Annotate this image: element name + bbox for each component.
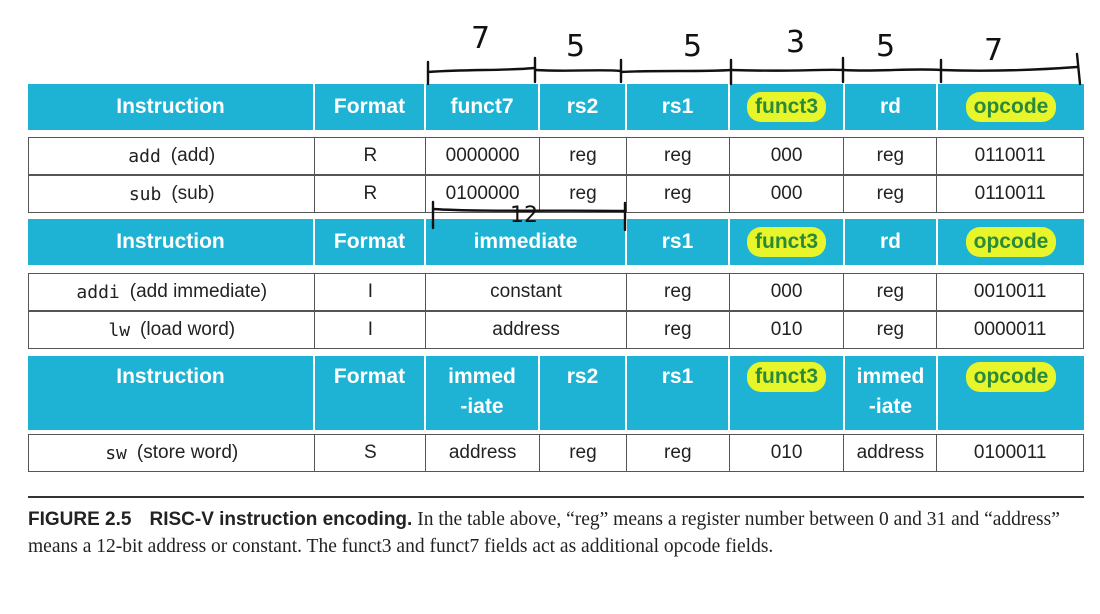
rd-cell: reg — [844, 176, 937, 212]
funct3-cell: 010 — [730, 312, 845, 348]
funct7-cell: 0100000 — [426, 176, 540, 212]
immed-line1: immed — [856, 365, 925, 388]
immed-line2: -iate — [868, 395, 913, 418]
instruction-desc: (store word) — [136, 442, 239, 463]
immediate-cell: address — [426, 312, 627, 348]
rs1-cell: reg — [627, 435, 730, 471]
funct7-cell: 0000000 — [426, 138, 540, 174]
funct3-highlight: funct3 — [747, 227, 826, 257]
funct3-highlight: funct3 — [747, 92, 826, 122]
header-format: Format — [315, 219, 426, 265]
header-instruction: Instruction — [28, 219, 315, 265]
header-rd: rd — [845, 219, 938, 265]
header-rs1: rs1 — [627, 219, 730, 265]
format-cell: R — [315, 138, 426, 174]
width-label-opcode: 7 — [984, 33, 1004, 68]
funct3-cell: 010 — [730, 435, 845, 471]
immediate-cell: constant — [426, 274, 627, 310]
rs1-cell: reg — [627, 176, 730, 212]
opcode-cell: 0000011 — [973, 319, 1047, 340]
rs1-cell: reg — [627, 274, 730, 310]
header-instruction: Instruction — [28, 84, 315, 130]
width-label-rs2: 5 — [566, 29, 586, 64]
opcode-highlight: opcode — [966, 362, 1057, 392]
format-cell: S — [315, 435, 426, 471]
width-label-funct3: 3 — [786, 25, 806, 60]
immed-line2: -iate — [460, 395, 504, 418]
caption-title: RISC-V instruction encoding. — [149, 509, 413, 530]
header-rd: rd — [845, 84, 938, 130]
opcode-cell: 0100011 — [973, 442, 1047, 463]
width-label-rd: 5 — [876, 29, 896, 64]
caption-rule — [28, 496, 1084, 498]
rs1-cell: reg — [627, 312, 730, 348]
header-instruction: Instruction — [28, 356, 315, 430]
opcode-cell: 0110011 — [974, 145, 1046, 166]
rs2-cell: reg — [540, 435, 627, 471]
funct3-highlight: funct3 — [747, 362, 826, 392]
immediate-lower-cell: address — [844, 435, 937, 471]
width-label-rs1: 5 — [683, 29, 703, 64]
format-cell: I — [315, 312, 426, 348]
header-rs2: rs2 — [540, 84, 627, 130]
mnemonic: add — [128, 145, 161, 167]
opcode-cell: 0010011 — [973, 281, 1047, 302]
header-rs1: rs1 — [627, 356, 730, 430]
width-label-funct7: 7 — [471, 21, 491, 56]
mnemonic: sw — [105, 442, 127, 464]
figure-caption — [28, 506, 1088, 560]
funct3-cell: 000 — [730, 274, 845, 310]
caption-text: In the table above, “reg” means a register number between 0 and 31 and “address” means a 12-bit address or constant. The funct3 and funct7 fields act as additional opcode fields. — [28, 509, 1060, 557]
rd-cell: reg — [844, 312, 937, 348]
format-cell: I — [315, 274, 426, 310]
instruction-desc: (load word) — [140, 319, 236, 340]
opcode-highlight: opcode — [966, 92, 1057, 122]
opcode-cell: 0110011 — [974, 183, 1046, 204]
funct3-cell: 000 — [730, 138, 845, 174]
width-label-immediate: 12 — [510, 203, 538, 228]
instruction-desc: (sub) — [171, 183, 215, 204]
immediate-upper-cell: address — [426, 435, 540, 471]
header-rs1: rs1 — [627, 84, 730, 130]
rd-cell: reg — [844, 274, 937, 310]
mnemonic: lw — [108, 319, 131, 341]
rd-cell: reg — [844, 138, 937, 174]
header-funct7: funct7 — [426, 84, 540, 130]
rs1-cell: reg — [627, 138, 730, 174]
header-immediate: immediate — [426, 219, 627, 265]
rs2-cell: reg — [540, 138, 627, 174]
mnemonic: addi — [76, 281, 120, 303]
header-rs2: rs2 — [540, 356, 627, 430]
opcode-highlight: opcode — [966, 227, 1057, 257]
header-format: Format — [315, 84, 426, 130]
header-format: Format — [315, 356, 426, 430]
figure-number: FIGURE 2.5 — [28, 509, 132, 530]
funct3-cell: 000 — [730, 176, 845, 212]
instruction-desc: (add) — [170, 145, 216, 166]
format-cell: R — [315, 176, 426, 212]
rs2-cell: reg — [540, 176, 627, 212]
mnemonic: sub — [128, 183, 162, 205]
immed-line1: immed — [448, 365, 516, 388]
instruction-desc: (add immediate) — [129, 281, 268, 302]
